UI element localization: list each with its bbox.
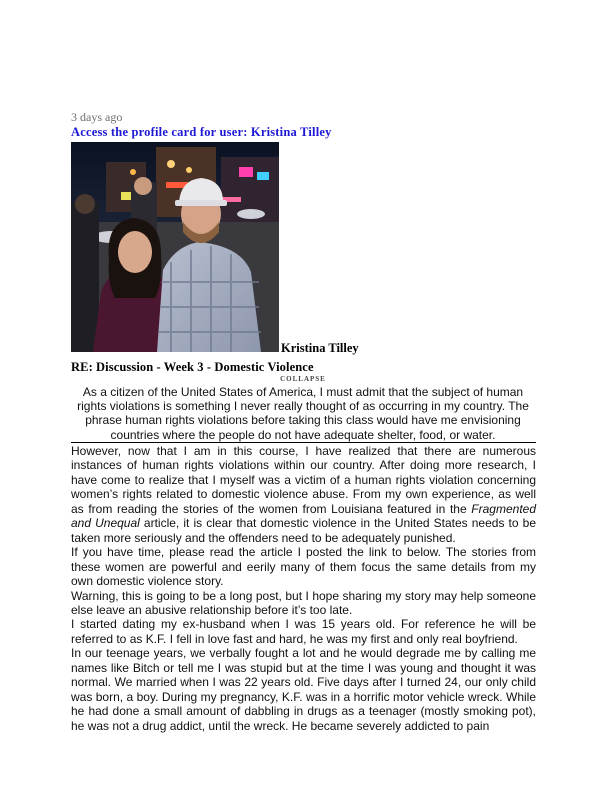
post-timestamp: 3 days ago bbox=[71, 110, 123, 124]
paragraph-4: I started dating my ex-husband when I was 15 years old. For reference he will be referred to as K.F. I fell in love fast and hard, he was my first and only real boyfriend. bbox=[71, 617, 536, 646]
post-intro: As a citizen of the United States of America, I must admit that the subject of human rights violations is something I never really thought of as occurring in my country. The phrase human rights violations before taking this class would have me envisioning countries where the people do not have adequate shelter, food, or water. bbox=[77, 385, 529, 442]
article-title: Fragmented and Unequal bbox=[71, 501, 536, 531]
paragraph-1-start: However, now that I am in this course, I have realized that there are numerous instances of human rights violations within our country. After doing more research, I have come to realize that I myself was a victim of a human rights violation concerning women’s rights related to domestic violence abuse. From my own experience, as well as from reading the stories of the women from Louisiana featured in the bbox=[71, 444, 536, 516]
collapse-button[interactable]: COLLAPSE bbox=[280, 375, 326, 383]
author-name[interactable]: Kristina Tilley bbox=[281, 341, 359, 355]
paragraph-1 bbox=[71, 444, 536, 545]
paragraph-2: If you have time, please read the article I posted the link to below. The stories from these women are powerful and eerily many of them focus the same details from my own domestic violence story. bbox=[71, 545, 536, 589]
paragraph-3: Warning, this is going to be a long post, but I hope sharing my story may help someone else leave an abusive relationship before it’s too late. bbox=[71, 588, 536, 617]
profile-card-link[interactable]: Access the profile card for user: Kristina Tilley bbox=[71, 125, 332, 139]
profile-photo[interactable] bbox=[71, 142, 279, 352]
paragraph-1-end: article, it is clear that domestic violence in the United States needs to be taken more seriously and the offenders need to be adequately punished. bbox=[71, 516, 536, 545]
divider bbox=[71, 442, 536, 443]
paragraph-5: In our teenage years, we verbally fought a lot and he would degrade me by calling me names like Bitch or tell me I was stupid but at the time I was young and thought it was normal. We married when I was 22 years old. Five days after I turned 24, our only child was born, a boy. During my pregnancy, K.F. was in a horrific motor vehicle wreck. While he had done a small amount of dabbling in drugs as a teenager (mostly smoking pot), he was not a drug addict, until the wreck. He became severely addicted to pain bbox=[71, 646, 536, 733]
post-body bbox=[71, 444, 536, 733]
profile-photo-image bbox=[71, 142, 279, 352]
post-title: RE: Discussion - Week 3 - Domestic Violence bbox=[71, 360, 314, 374]
